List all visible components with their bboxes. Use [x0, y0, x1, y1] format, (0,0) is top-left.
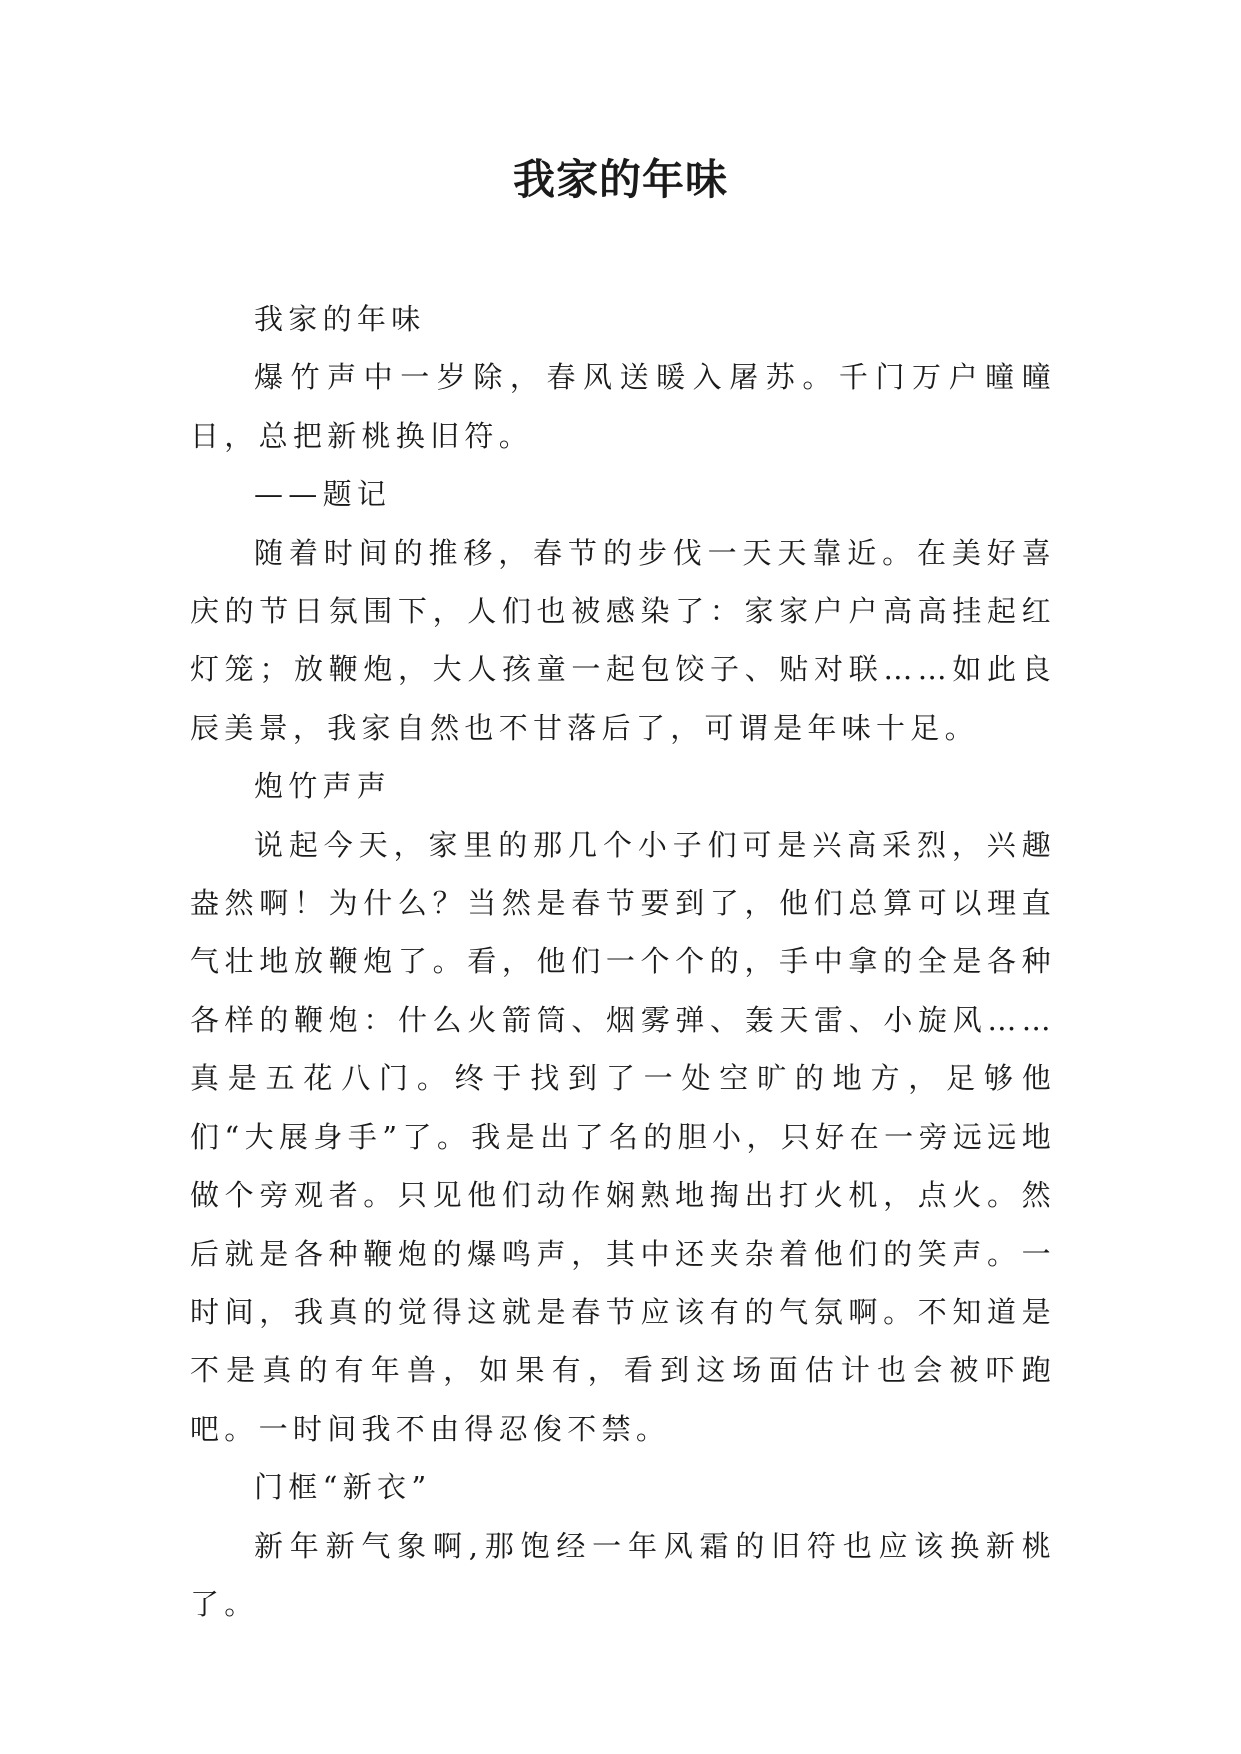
paragraph-epigraph-note: ——题记 — [254, 477, 392, 512]
paragraph-poem: 爆竹声中一岁除，春风送暖入屠苏。千门万户曈曈日，总把新桃换旧符。 — [190, 360, 1056, 453]
paragraph-door-frame: 新年新气象啊,那饱经一年风霜的旧符也应该换新桃了。 — [190, 1528, 1056, 1621]
document-body — [190, 290, 1056, 1633]
document-title: 我家的年味 — [512, 155, 728, 204]
paragraph-intro: 随着时间的推移，春节的步伐一天天靠近。在美好喜庆的节日氛围下，人们也被感染了：家家户户高高挂起红灯笼；放鞭炮，大人孩童一起包饺子、贴对联……如此良辰美景，我家自然也不甘落后了，可谓是年味十足。 — [190, 535, 1056, 745]
paragraph-subtitle: 我家的年味 — [254, 302, 426, 336]
section-heading-firecrackers: 炮竹声声 — [254, 769, 392, 804]
section-heading-door-frame: 门框“新衣” — [254, 1470, 432, 1505]
paragraph-firecrackers: 说起今天，家里的那几个小子们可是兴高采烈，兴趣盎然啊！为什么？当然是春节要到了，他们总算可以理直气壮地放鞭炮了。看，他们一个个的，手中拿的全是各种各样的鞭炮：什么火箭筒、烟雾弹、轰天雷、小旋风……真是五花八门。终于找到了一处空旷的地方，足够他们“大展身手”了。我是出了名的胆小，只好在一旁远远地做个旁观者。只见他们动作娴熟地掏出打火机，点火。然后就是各种鞭炮的爆鸣声，其中还夹杂着他们的笑声。一时间，我真的觉得这就是春节应该有的气氛啊。不知道是不是真的有年兽，如果有，看到这场面估计也会被吓跑吧。一时间我不由得忍俊不禁。 — [190, 827, 1056, 1446]
